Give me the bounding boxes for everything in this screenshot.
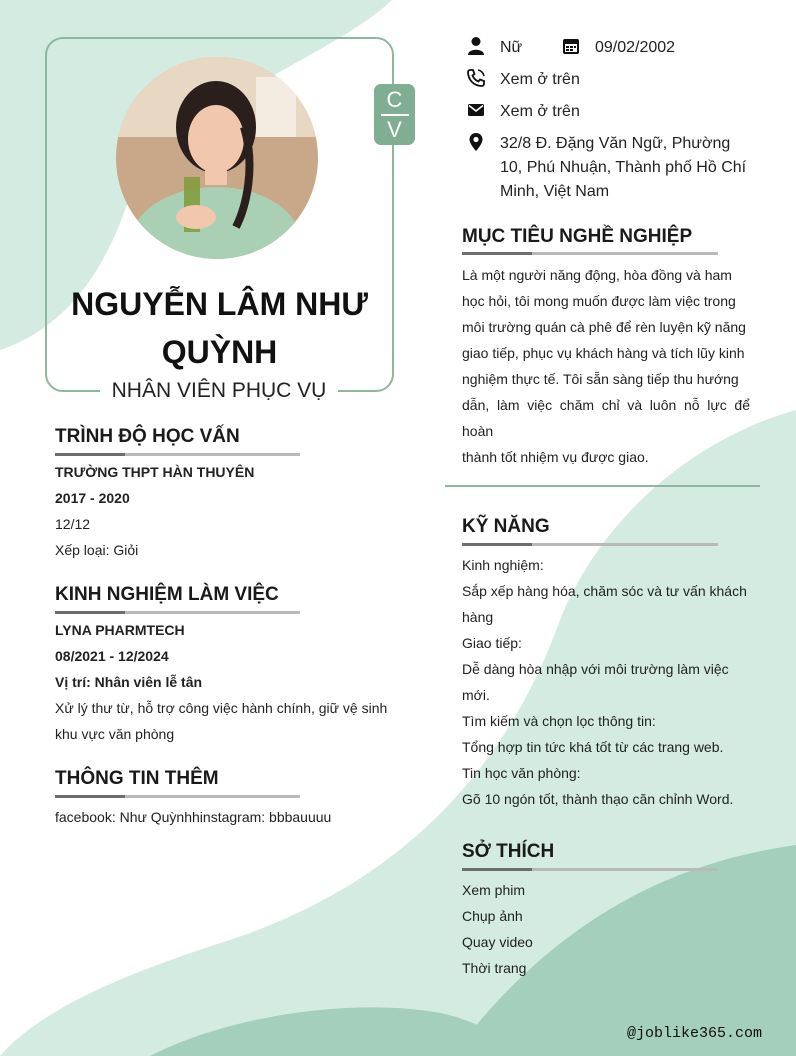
candidate-role: NHÂN VIÊN PHỤC VỤ (100, 376, 338, 406)
hobbies-list (462, 877, 752, 981)
calendar-icon (561, 36, 581, 56)
skills-underline (462, 543, 718, 546)
hobbies-underline (462, 868, 718, 871)
avatar (116, 57, 318, 259)
skill-line: Tìm kiếm và chọn lọc thông tin: (462, 713, 656, 729)
education-underline (55, 453, 300, 456)
hobbies-title: SỞ THÍCH (462, 841, 555, 862)
address-value (500, 132, 746, 204)
education-grade: 12/12 (55, 516, 91, 532)
candidate-name-line2: QUỲNH (161, 334, 278, 370)
contact-birthday (561, 36, 675, 60)
hobby-item: Quay video (462, 934, 533, 950)
objective-line: môi trường quán cà phê để rèn luyện kỹ năng (462, 319, 746, 335)
phone-icon (466, 68, 486, 88)
candidate-name (45, 280, 394, 376)
cv-badge (374, 84, 415, 145)
hobby-item: Xem phim (462, 882, 526, 898)
cv-badge-letter-c: C (386, 86, 403, 112)
user-icon (466, 36, 486, 56)
experience-content (55, 617, 400, 747)
experience-desc-line: khu vực văn phòng (55, 726, 175, 742)
objective-line: thành tốt nhiệm vụ được giao. (462, 449, 649, 465)
candidate-name-line1: NGUYỄN LÂM NHƯ (71, 286, 368, 322)
skills-title: KỸ NĂNG (462, 516, 550, 537)
location-pin-icon (466, 132, 486, 152)
objective-line: Là một người năng động, hòa đồng và ham (462, 267, 732, 283)
education-period: 2017 - 2020 (55, 490, 130, 506)
experience-company: LYNA PHARMTECH (55, 622, 185, 638)
experience-desc-line: Xử lý thư từ, hỗ trợ công việc hành chính, giữ vệ sinh (55, 700, 388, 716)
skill-line: Tổng hợp tin tức khá tốt từ các trang web. (462, 739, 724, 755)
contact-gender (466, 36, 522, 60)
objective-line: giao tiếp, phục vụ khách hàng và tích lũy kinh (462, 345, 745, 361)
extra-info-title: THÔNG TIN THÊM (55, 768, 219, 789)
experience-position: Vị trí: Nhân viên lễ tân (55, 674, 203, 690)
contact-email (466, 100, 580, 124)
contact-phone (466, 68, 580, 92)
objective-title: MỤC TIÊU NGHỀ NGHIỆP (462, 226, 693, 247)
skills-content (462, 552, 752, 812)
skill-line: Tin học văn phòng: (462, 765, 581, 781)
education-rank: Xếp loại: Giỏi (55, 542, 139, 558)
gender-value: Nữ (500, 39, 523, 56)
objective-line: học hỏi, tôi mong muốn được làm việc trong (462, 293, 736, 309)
objective-underline (462, 252, 718, 255)
education-title: TRÌNH ĐỘ HỌC VẤN (55, 426, 240, 447)
address-line-2: 10, Phú Nhuận, Thành phố Hồ Chí (500, 159, 747, 176)
skill-line: Sắp xếp hàng hóa, chăm sóc và tư vấn khách (462, 583, 747, 599)
avatar-photo (116, 57, 318, 259)
hobby-item: Thời trang (462, 960, 527, 976)
footer-watermark: @joblike365.com (626, 1025, 762, 1042)
phone-value: Xem ở trên (500, 71, 580, 88)
address-line-1: 32/8 Đ. Đặng Văn Ngữ, Phường (500, 135, 731, 152)
extra-info-underline (55, 795, 300, 798)
extra-info-text: facebook: Như Quỳnhhinstagram: bbbauuuu (55, 809, 332, 825)
experience-title: KINH NGHIỆM LÀM VIỆC (55, 584, 279, 605)
skill-line: mới. (462, 687, 490, 703)
skill-line: Giao tiếp: (462, 635, 522, 651)
mail-icon (466, 100, 486, 120)
skill-line: Dễ dàng hòa nhập với môi trường làm việc (462, 661, 729, 677)
cv-badge-letter-v: V (387, 116, 402, 142)
email-value: Xem ở trên (500, 103, 580, 120)
education-school: TRƯỜNG THPT HÀN THUYÊN (55, 464, 255, 480)
skill-line: Kinh nghiệm: (462, 557, 544, 573)
skill-line: Gõ 10 ngón tốt, thành thạo căn chỉnh Word. (462, 791, 734, 807)
address-line-3: Minh, Việt Nam (500, 183, 610, 200)
objective-text (462, 262, 750, 470)
education-content (55, 459, 395, 563)
experience-underline (55, 611, 300, 614)
section-divider (445, 485, 760, 487)
skill-line: hàng (462, 609, 494, 625)
hobby-item: Chụp ảnh (462, 908, 523, 924)
cv-badge-divider (381, 114, 409, 116)
objective-line: nghiệm thực tế. Tôi sẵn sàng tiếp thu hướng (462, 371, 739, 387)
objective-line: dẫn, làm việc chăm chỉ và luôn nỗ lực để hoàn (462, 397, 750, 439)
experience-period: 08/2021 - 12/2024 (55, 648, 169, 664)
birthday-value: 09/02/2002 (595, 39, 676, 56)
contact-address (466, 132, 746, 204)
